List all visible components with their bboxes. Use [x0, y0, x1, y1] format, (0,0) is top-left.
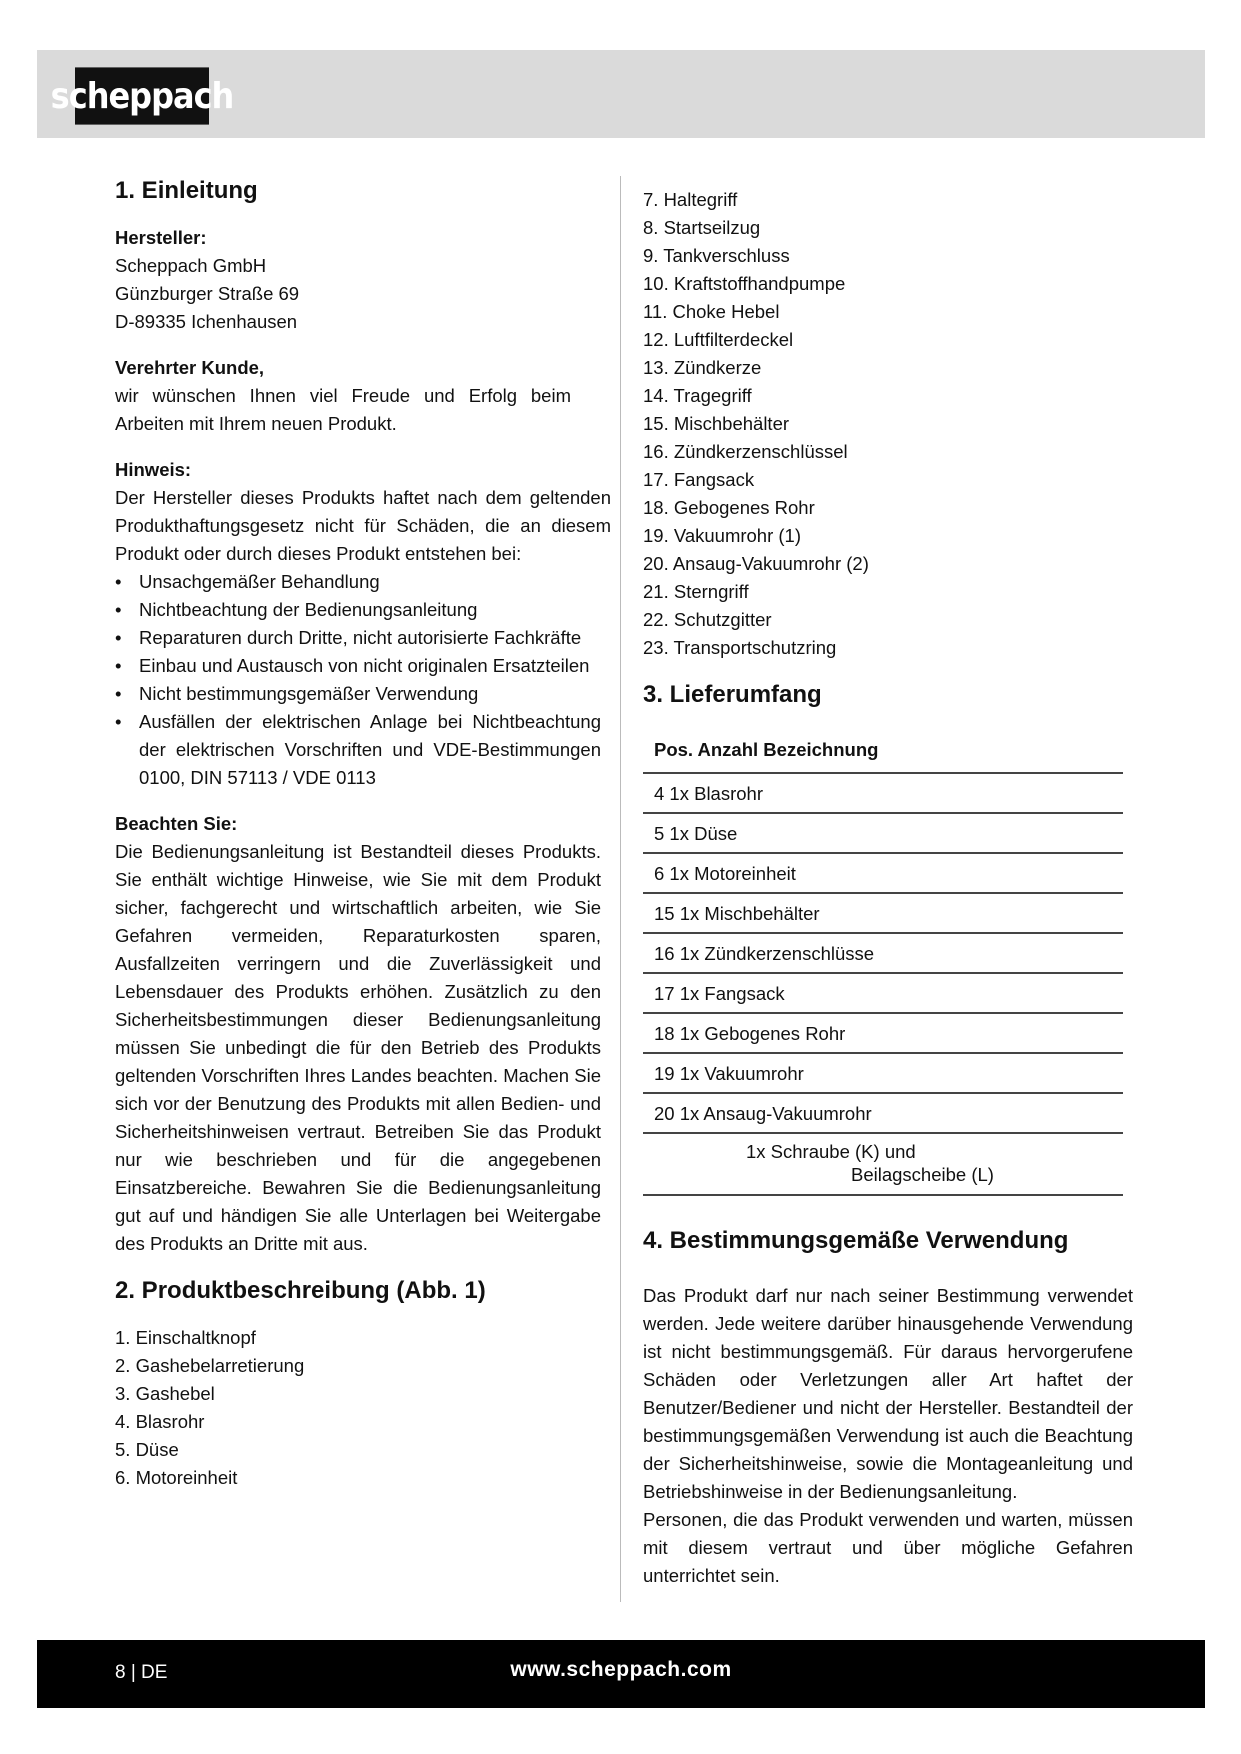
table-row: 15 1x Mischbehälter [643, 894, 1123, 934]
verwendung-text: Das Produkt darf nur nach seiner Bestimmung verwendet werden. Jede weitere darüber hinausgehende Verwendung ist nicht bestimmungsgemäß. Für daraus hervorgerufene Schäden oder Verletzungen aller Art haftet der Benutzer/Bediener und nicht der Hersteller. Bestandteil der bestimmungsgemäßen Verwendung ist auch die Beachtung der Sicherheitshinweise, sowie die Montageanleitung und Betriebshinweise in der Bedienungsanleitung. [643, 1285, 1133, 1502]
table-row-last [643, 1134, 1123, 1196]
list-item: • Ausfällen der elektrischen Anlage bei Nichtbeachtung der elektrischen Vorschriften und VDE-Bestimmungen 0100, DIN 57113 / VDE 0113 [115, 708, 601, 792]
list-item: 23. Transportschutzring [643, 637, 837, 658]
list-item: 20. Ansaug-Vakuumrohr (2) [643, 553, 869, 574]
list-item: 14. Tragegriff [643, 385, 752, 406]
list-item: 1. Einschaltknopf [115, 1327, 256, 1348]
list-item: 19. Vakuumrohr (1) [643, 525, 801, 546]
section-title-lieferumfang: 3. Lieferumfang [643, 681, 822, 708]
right-column [643, 176, 1133, 1590]
list-item: 22. Schutzgitter [643, 609, 772, 630]
list-item: 10. Kraftstoffhandpumpe [643, 273, 846, 294]
header-band [37, 50, 1205, 138]
list-item: 5. Düse [115, 1439, 179, 1460]
hersteller-line: Scheppach GmbH [115, 255, 267, 276]
hinweis-text: Der Hersteller dieses Produkts haftet nach dem geltenden Produkthaftungsgesetz nicht für Schäden, die an diesem Produkt oder durch dieses Produkt entstehen bei: [115, 487, 611, 564]
parts-list-left [115, 1324, 611, 1492]
list-item: 9. Tankverschluss [643, 245, 790, 266]
list-item: 16. Zündkerzenschlüssel [643, 441, 848, 462]
list-item: 8. Startseilzug [643, 217, 761, 238]
table-last-line: Beilagscheibe (L) [851, 1164, 994, 1185]
list-item: 2. Gashebelarretierung [115, 1355, 305, 1376]
scheppach-logo: scheppach [75, 67, 209, 124]
beachten-label: Beachten Sie: [115, 813, 238, 834]
list-item: 11. Choke Hebel [643, 301, 780, 322]
section-title-produktbeschreibung: 2. Produktbeschreibung (Abb. 1) [115, 1277, 486, 1304]
kunde-text: wir wünschen Ihnen viel Freude und Erfolg beim Arbeiten mit Ihrem neuen Produkt. [115, 385, 571, 434]
footer-band [37, 1640, 1205, 1708]
list-item: 21. Sterngriff [643, 581, 749, 602]
section-title-einleitung: 1. Einleitung [115, 177, 258, 204]
column-divider [620, 176, 621, 1602]
list-item: 7. Haltegriff [643, 189, 738, 210]
beachten-text: Die Bedienungsanleitung ist Bestandteil dieses Produkts. Sie enthält wichtige Hinweise, wie Sie mit dem Produkt sicher, fachgerecht und wirtschaftlich arbeiten, wie Sie Gefahren vermeiden, Reparaturkosten sparen, Ausfallzeiten verringern und die Zuverlässigkeit und Lebensdauer des Produkts erhöhen. Zusätzlich zu den Sicherheitsbestimmungen dieser Bedienungsanleitung müssen Sie unbedingt die für den Betrieb des Produkts geltenden Vorschriften Ihres Landes beachten. Machen Sie sich vor der Benutzung des Produkts mit allen Bedien- und Sicherheitshinweisen vertraut. Betreiben Sie das Produkt nur wie beschrieben und für die angegebenen Einsatzbereiche. Bewahren Sie die Bedienungsanleitung gut auf und händigen Sie alle Unterlagen bei Weitergabe des Produkts an Dritte mit aus. [115, 841, 601, 1254]
hinweis-bullet-list [115, 568, 611, 792]
website-link[interactable]: www.scheppach.com [510, 1658, 732, 1681]
table-row: 16 1x Zündkerzenschlüsse [643, 934, 1123, 974]
list-item: 12. Luftfilterdeckel [643, 329, 794, 350]
hersteller-line: Günzburger Straße 69 [115, 283, 300, 304]
section-title-verwendung: 4. Bestimmungsgemäße Verwendung [643, 1227, 1069, 1254]
list-item: 18. Gebogenes Rohr [643, 497, 815, 518]
list-item: • Nicht bestimmungsgemäßer Verwendung [115, 680, 601, 708]
table-row: 5 1x Düse [643, 814, 1123, 854]
hinweis-label: Hinweis: [115, 459, 192, 480]
table-row: 6 1x Motoreinheit [643, 854, 1123, 894]
verwendung-text-personen: Personen, die das Produkt verwenden und warten, müssen mit diesem vertraut und über mögliche Gefahren unterrichtet sein. [643, 1509, 1133, 1586]
lieferumfang-table [643, 724, 1123, 1196]
list-item: 15. Mischbehälter [643, 413, 790, 434]
table-row: 4 1x Blasrohr [643, 774, 1123, 814]
list-item: • Einbau und Austausch von nicht originalen Ersatzteilen [115, 652, 601, 680]
parts-list-right [643, 176, 1133, 662]
list-item: 6. Motoreinheit [115, 1467, 238, 1488]
list-item: 3. Gashebel [115, 1383, 215, 1404]
list-item: • Reparaturen durch Dritte, nicht autorisierte Fachkräfte [115, 624, 601, 652]
table-row: 17 1x Fangsack [643, 974, 1123, 1014]
list-item: • Nichtbeachtung der Bedienungsanleitung [115, 596, 601, 624]
list-item: 13. Zündkerze [643, 357, 762, 378]
page-number: 8 | DE [115, 1662, 168, 1683]
table-row: 20 1x Ansaug-Vakuumrohr [643, 1094, 1123, 1134]
table-last-line: 1x Schraube (K) und [746, 1141, 916, 1162]
list-item: 17. Fangsack [643, 469, 755, 490]
table-row: 18 1x Gebogenes Rohr [643, 1014, 1123, 1054]
table-header: Pos. Anzahl Bezeichnung [643, 724, 1123, 774]
list-item: • Unsachgemäßer Behandlung [115, 568, 601, 596]
hersteller-line: D-89335 Ichenhausen [115, 311, 298, 332]
table-row: 19 1x Vakuumrohr [643, 1054, 1123, 1094]
left-column [115, 176, 611, 1492]
list-item: 4. Blasrohr [115, 1411, 205, 1432]
kunde-label: Verehrter Kunde, [115, 357, 265, 378]
hersteller-label: Hersteller: [115, 227, 207, 248]
